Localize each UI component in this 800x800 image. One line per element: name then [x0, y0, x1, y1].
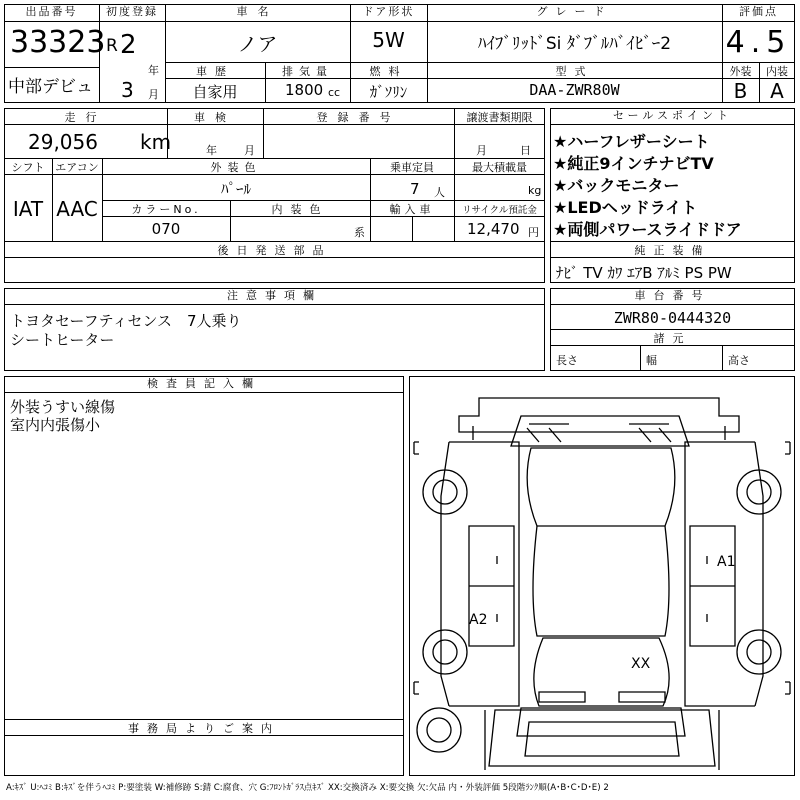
notes-label: 注意事項欄 [4, 288, 545, 305]
damage-mark: XX [631, 656, 651, 672]
car-diagram [409, 376, 795, 776]
ext-grade-label: 外装 [729, 65, 752, 78]
color-no-label: カラーNo. [131, 203, 201, 216]
capacity-label: 乗車定員 [390, 161, 434, 174]
first-reg-label: 初度登録 [99, 4, 165, 22]
length-label: 長さ [556, 354, 578, 367]
inspection-month: 月 [244, 144, 255, 157]
color-label: 外装色 [210, 161, 262, 174]
sales-point-item: ★バックモニター [553, 176, 680, 195]
height-label: 高さ [728, 354, 750, 367]
capacity-unit: 人 [434, 186, 445, 199]
venue-name: 中部デビュ [8, 77, 93, 97]
door-label: ドア形状 [350, 4, 427, 22]
ac-value: AAC [56, 197, 98, 221]
chassis-label: 車台番号 [550, 288, 795, 305]
reg-month: 3 [121, 78, 134, 102]
recycle-value: 12,470 [467, 220, 520, 238]
score-label: 評価点 [722, 4, 795, 22]
inspection-year: 年 [206, 144, 217, 157]
recycle-unit: 円 [528, 226, 539, 239]
width-label: 幅 [646, 354, 657, 367]
type-label: 型式 [555, 65, 594, 78]
mileage-label: 走行 [64, 111, 107, 124]
chassis-number: ZWR80-0444320 [613, 309, 732, 327]
shift-label: シフト [11, 161, 45, 174]
int-color-label: 内装色 [271, 203, 329, 216]
transfer-month: 月 [476, 144, 487, 157]
plate-label: 登録番号 [316, 111, 401, 124]
sales-point-item: ★純正9インチナビTV [553, 154, 714, 173]
model-name: ノア [237, 32, 278, 56]
model-label: 車名 [165, 4, 350, 22]
month-unit: 月 [148, 88, 159, 101]
notes-line: シートヒーター [10, 331, 115, 349]
load-unit: kg [528, 184, 542, 197]
spec-label: 諸元 [653, 332, 692, 345]
lot-label: 出品番号 [4, 4, 99, 22]
inspector-block [4, 376, 404, 776]
transfer-label: 譲渡書類期限 [466, 111, 533, 124]
transfer-day: 日 [520, 144, 531, 157]
mileage-unit: km [140, 130, 172, 154]
displacement-unit: cc [328, 86, 341, 99]
ext-grade-value: B [733, 79, 748, 103]
load-label: 最大積載量 [472, 161, 527, 174]
year-unit: 年 [148, 64, 159, 77]
import-label: 輸入車 [389, 203, 435, 216]
displacement-value: 1800 [285, 81, 324, 99]
sales-point-item: ★両側パワースライドドア [553, 220, 742, 239]
fuel-label: 燃料 [369, 65, 408, 78]
reg-year: 2 [120, 30, 137, 60]
displacement-label: 排気量 [282, 65, 333, 78]
inspector-label: 検査員記入欄 [4, 376, 404, 393]
inspection-label: 車検 [194, 111, 236, 124]
color-no-value: 070 [151, 220, 181, 238]
fuel-value: ｶﾞｿﾘﾝ [369, 83, 408, 101]
equipment-value: ﾅﾋﾞ TV ｶﾜ ｴｱB ｱﾙﾐ PS PW [556, 264, 732, 282]
grade-label: グレード [427, 4, 722, 22]
office-label: 事務局よりご案内 [128, 722, 280, 735]
door-value: 5W [372, 28, 405, 52]
int-color-unit: 系 [354, 226, 365, 239]
int-grade-value: A [770, 79, 784, 103]
recycle-label: リサイクル預託金 [462, 205, 537, 216]
lot-number: 33323 [10, 25, 106, 60]
era-letter: R [106, 36, 118, 56]
color-value: ﾊﾟｰﾙ [220, 180, 251, 198]
shift-value: IAT [12, 197, 44, 221]
damage-mark: A1 [717, 554, 736, 570]
sales-points-label: セールスポイント [550, 108, 795, 125]
type-value: DAA-ZWR80W [529, 81, 620, 99]
inspector-line: 外装うすい線傷 [10, 398, 116, 416]
legend-text: A:ｷｽﾞ U:ﾍｺﾐ B:ｷｽﾞを伴うﾍｺﾐ P:要塗装 W:補修跡 S:錆 C:腐食、穴 G:ﾌﾛﾝﾄｶﾞﾗｽ点ｷｽﾞ XX:交換済み X:要交換 欠:欠品 内・外装評価 5段階ﾗﾝｸ順(A･B･C･D･E) 2 [6, 783, 609, 793]
capacity-value: 7 [410, 180, 420, 198]
int-grade-label: 内装 [766, 65, 788, 78]
damage-mark: A2 [469, 612, 488, 628]
history-value: 自家用 [192, 83, 238, 101]
inspector-line: 室内内張傷小 [10, 416, 101, 434]
notes-line: トヨタセーフティセンス 7人乗り [10, 312, 242, 330]
score-value: 4.5 [725, 25, 792, 60]
sales-point-item: ★ハーフレザーシート [553, 132, 710, 151]
later-parts-label: 後日発送部品 [217, 244, 332, 257]
mileage-value: 29,056 [28, 130, 98, 154]
grade-value: ﾊｲﾌﾞﾘｯﾄﾞSi ﾀﾞﾌﾞﾙﾊﾞｲﾋﾞｰ2 [477, 34, 672, 54]
equipment-label: 純正装備 [634, 244, 711, 257]
history-label: 車歴 [196, 65, 234, 78]
sales-point-item: ★LEDヘッドライト [553, 198, 698, 217]
ac-label: エアコン [55, 161, 99, 174]
